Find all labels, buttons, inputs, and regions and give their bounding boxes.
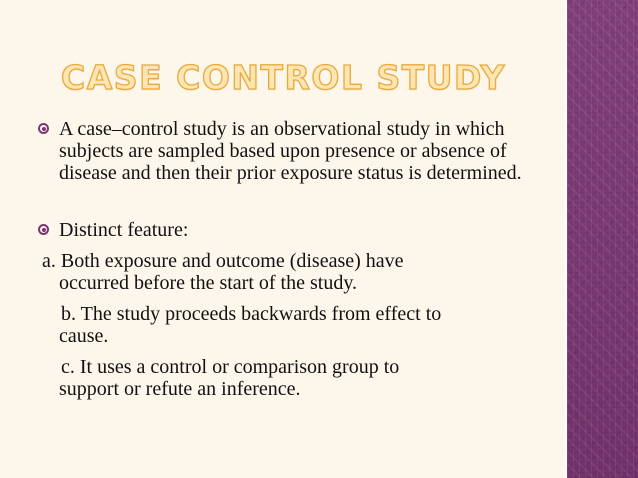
sub-point-lead: a. Both exposure and outcome (disease) have bbox=[42, 250, 404, 272]
circle-dot-bullet-icon bbox=[38, 123, 49, 134]
decorative-sidebar bbox=[567, 0, 638, 478]
slide-title: CASE CONTROL STUDY bbox=[61, 58, 506, 97]
sub-point-lead: b. The study proceeds backwards from effect to bbox=[61, 303, 442, 325]
sub-point-rest: occurred before the start of the study. bbox=[59, 272, 358, 294]
circle-dot-bullet-icon bbox=[38, 224, 49, 235]
slide-body bbox=[38, 118, 538, 400]
sub-point-c bbox=[38, 356, 538, 400]
bullet-item-definition bbox=[38, 118, 538, 184]
sub-point-b bbox=[38, 303, 538, 347]
sub-point-rest: support or refute an inference. bbox=[59, 378, 301, 400]
sub-point-a bbox=[38, 250, 538, 294]
sub-point-lead: c. It uses a control or comparison group to bbox=[61, 356, 400, 378]
bullet-text: Distinct feature: bbox=[59, 219, 189, 241]
bullet-text: A case–control study is an observational study in which subjects are sampled based upon presence or absence of disease and then their prior exposure status is determined. bbox=[59, 118, 522, 184]
bullet-item-distinct-feature bbox=[38, 219, 538, 241]
sub-point-rest: cause. bbox=[59, 325, 109, 347]
